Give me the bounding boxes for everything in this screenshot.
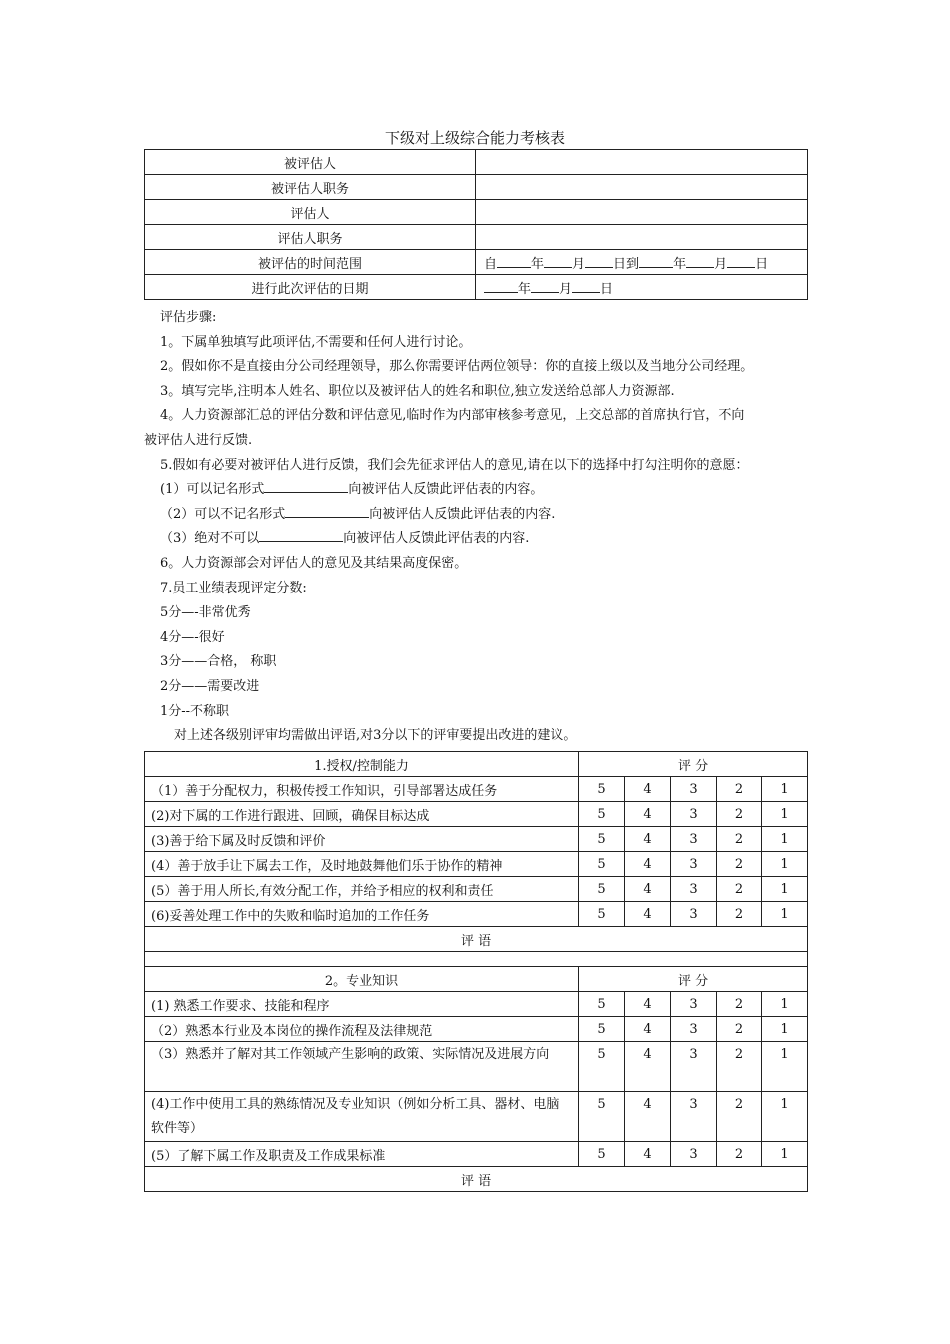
option-anonymous[interactable]: （2）可以不记名形式 向被评估人反馈此评估表的内容. <box>160 506 556 522</box>
criterion: (1) 熟悉工作要求、技能和程序 <box>145 992 579 1017</box>
score-5[interactable]: 5 <box>579 992 625 1017</box>
score-1[interactable]: 1 <box>762 802 808 827</box>
option-named[interactable]: (1）可以记名形式 向被评估人反馈此评估表的内容。 <box>160 482 544 498</box>
step-7: 7.员工业绩表现评定分数: <box>160 580 307 596</box>
table-row <box>145 877 808 902</box>
score-3[interactable]: 3 <box>671 1042 717 1092</box>
score-5[interactable]: 5 <box>579 1142 625 1167</box>
label-time-range: 被评估的时间范围 <box>145 250 476 275</box>
score-4[interactable]: 4 <box>625 827 671 852</box>
criterion: (5）了解下属工作及职责及工作成果标准 <box>145 1142 579 1167</box>
evaluation-steps <box>144 306 812 749</box>
table-row <box>145 802 808 827</box>
score-2[interactable]: 2 <box>717 777 762 802</box>
section-header <box>145 967 808 992</box>
score-4[interactable]: 4 <box>625 777 671 802</box>
evaluee-info-table <box>144 149 808 300</box>
step-4: 4。人力资源部汇总的评估分数和评估意见,临时作为内部审核参考意见，上交总部的首席执行官，不向 <box>160 408 745 424</box>
score-5[interactable]: 5 <box>579 777 625 802</box>
criterion: (6)妥善处理工作中的失败和临时追加的工作任务 <box>145 902 579 927</box>
grade-4: 4分—-很好 <box>160 629 225 645</box>
criterion: (3)善于给下属及时反馈和评价 <box>145 827 579 852</box>
table-row <box>145 827 808 852</box>
score-4[interactable]: 4 <box>625 1142 671 1167</box>
score-3[interactable]: 3 <box>671 777 717 802</box>
table-row <box>145 1042 808 1092</box>
score-3[interactable]: 3 <box>671 902 717 927</box>
criterion: (4）善于放手让下属去工作，及时地鼓舞他们乐于协作的精神 <box>145 852 579 877</box>
score-3[interactable]: 3 <box>671 827 717 852</box>
grade-2: 2分——需要改进 <box>160 678 260 694</box>
score-4[interactable]: 4 <box>625 992 671 1017</box>
score-1[interactable]: 1 <box>762 877 808 902</box>
score-5[interactable]: 5 <box>579 902 625 927</box>
comment-field[interactable] <box>145 952 808 967</box>
score-4[interactable]: 4 <box>625 802 671 827</box>
comment-row <box>145 1167 808 1192</box>
step-3: 3。填写完毕,注明本人姓名、职位以及被评估人的姓名和职位,独立发送给总部人力资源部. <box>160 383 675 399</box>
score-2[interactable]: 2 <box>717 802 762 827</box>
step-5: 5.假如有必要对被评估人进行反馈，我们会先征求评估人的意见,请在以下的选择中打勾注明你的意愿： <box>160 457 749 473</box>
score-3[interactable]: 3 <box>671 992 717 1017</box>
score-1[interactable]: 1 <box>762 1042 808 1092</box>
rating-table <box>144 751 808 1192</box>
criterion: （3）熟悉并了解对其工作领域产生影响的政策、实际情况及进展方向 <box>145 1042 579 1092</box>
criterion: （1）善于分配权力，积极传授工作知识，引导部署达成任务 <box>145 777 579 802</box>
score-3[interactable]: 3 <box>671 877 717 902</box>
score-2[interactable]: 2 <box>717 1042 762 1092</box>
table-row <box>145 175 808 200</box>
step-4-continued: 被评估人进行反馈. <box>144 432 253 448</box>
score-1[interactable]: 1 <box>762 827 808 852</box>
score-1[interactable]: 1 <box>762 902 808 927</box>
score-1[interactable]: 1 <box>762 777 808 802</box>
table-row <box>145 992 808 1017</box>
score-4[interactable]: 4 <box>625 877 671 902</box>
comment-row <box>145 927 808 952</box>
label-evaluator: 评估人 <box>145 200 476 225</box>
table-row <box>145 275 808 300</box>
score-3[interactable]: 3 <box>671 1017 717 1042</box>
option-never[interactable]: （3）绝对不可以 向被评估人反馈此评估表的内容. <box>160 531 530 547</box>
score-2[interactable]: 2 <box>717 1142 762 1167</box>
step-6: 6。人力资源部会对评估人的意见及其结果高度保密。 <box>160 555 468 571</box>
score-4[interactable]: 4 <box>625 902 671 927</box>
step-2: 2。假如你不是直接由分公司经理领导，那么你需要评估两位领导：你的直接上级以及当地分公司经理。 <box>160 359 754 375</box>
score-header: 评 分 <box>579 752 808 777</box>
score-4[interactable]: 4 <box>625 852 671 877</box>
steps-heading: 评估步骤: <box>160 310 217 325</box>
score-2[interactable]: 2 <box>717 902 762 927</box>
score-1[interactable]: 1 <box>762 1092 808 1142</box>
label-evaluee: 被评估人 <box>145 150 476 175</box>
comment-label: 评 语 <box>145 1167 808 1192</box>
comment-input[interactable] <box>145 952 808 967</box>
grade-1: 1分--不称职 <box>160 703 230 719</box>
table-row <box>145 150 808 175</box>
grade-5: 5分—-非常优秀 <box>160 605 251 621</box>
score-2[interactable]: 2 <box>717 827 762 852</box>
score-2[interactable]: 2 <box>717 852 762 877</box>
field-evaluee[interactable] <box>476 150 808 175</box>
table-row <box>145 777 808 802</box>
score-5[interactable]: 5 <box>579 802 625 827</box>
criterion: （2）熟悉本行业及本岗位的操作流程及法律规范 <box>145 1017 579 1042</box>
section-header <box>145 752 808 777</box>
score-4[interactable]: 4 <box>625 1017 671 1042</box>
field-time-range[interactable]: 自 年 月 日到 年 月 日 <box>476 250 808 275</box>
table-row <box>145 250 808 275</box>
score-3[interactable]: 3 <box>671 852 717 877</box>
score-5[interactable]: 5 <box>579 852 625 877</box>
field-evaluation-date[interactable]: 年 月 日 <box>476 275 808 300</box>
score-5[interactable]: 5 <box>579 1042 625 1092</box>
score-5[interactable]: 5 <box>579 1017 625 1042</box>
section-1-title: 1.授权/控制能力 <box>145 752 579 777</box>
score-header: 评 分 <box>579 967 808 992</box>
score-3[interactable]: 3 <box>671 1092 717 1142</box>
table-row <box>145 1017 808 1042</box>
score-5[interactable]: 5 <box>579 877 625 902</box>
score-2[interactable]: 2 <box>717 992 762 1017</box>
score-4[interactable]: 4 <box>625 1092 671 1142</box>
score-4[interactable]: 4 <box>625 1042 671 1092</box>
table-row <box>145 902 808 927</box>
label-evaluator-position: 评估人职务 <box>145 225 476 250</box>
table-row <box>145 225 808 250</box>
score-2[interactable]: 2 <box>717 1092 762 1142</box>
score-1[interactable]: 1 <box>762 992 808 1017</box>
score-1[interactable]: 1 <box>762 1017 808 1042</box>
score-3[interactable]: 3 <box>671 1142 717 1167</box>
score-3[interactable]: 3 <box>671 802 717 827</box>
field-evaluee-position[interactable] <box>476 175 808 200</box>
page-title: 下级对上级综合能力考核表 <box>384 129 565 147</box>
criterion: (5）善于用人所长,有效分配工作，并给予相应的权利和责任 <box>145 877 579 902</box>
field-evaluator-position[interactable] <box>476 225 808 250</box>
table-row <box>145 852 808 877</box>
label-evaluee-position: 被评估人职务 <box>145 175 476 200</box>
section-2-title: 2。专业知识 <box>145 967 579 992</box>
comment-label: 评 语 <box>145 927 808 952</box>
score-5[interactable]: 5 <box>579 827 625 852</box>
grade-3: 3分——合格， 称职 <box>160 654 277 670</box>
score-2[interactable]: 2 <box>717 1017 762 1042</box>
criterion: (2)对下属的工作进行跟进、回顾，确保目标达成 <box>145 802 579 827</box>
comment-note: 对上述各级别评审均需做出评语,对3分以下的评审要提出改进的建议。 <box>174 728 577 744</box>
table-row <box>145 200 808 225</box>
criterion: (4)工作中使用工具的熟练情况及专业知识（例如分析工具、器材、电脑软件等） <box>145 1092 579 1142</box>
score-1[interactable]: 1 <box>762 1142 808 1167</box>
step-1: 1。下属单独填写此项评估,不需要和任何人进行讨论。 <box>160 334 472 350</box>
score-2[interactable]: 2 <box>717 877 762 902</box>
label-evaluation-date: 进行此次评估的日期 <box>145 275 476 300</box>
table-row <box>145 1142 808 1167</box>
table-row <box>145 1092 808 1142</box>
field-evaluator[interactable] <box>476 200 808 225</box>
score-5[interactable]: 5 <box>579 1092 625 1142</box>
score-1[interactable]: 1 <box>762 852 808 877</box>
